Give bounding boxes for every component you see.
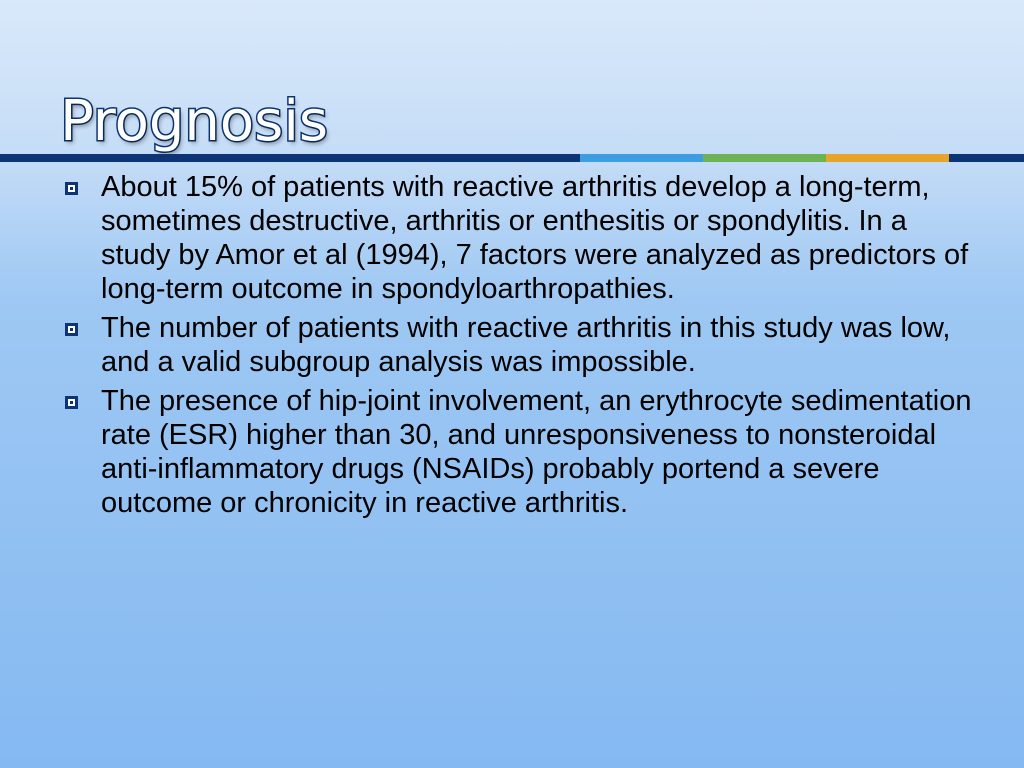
bullet-item — [60, 311, 980, 379]
divider-segment-gold — [826, 154, 949, 162]
divider-segment-navy — [0, 154, 580, 162]
divider-segment-green — [703, 154, 826, 162]
square-bullet-icon — [65, 323, 78, 336]
bullet-text: The number of patients with reactive arthritis in this study was low, and a valid subgroup analysis was impossible. — [101, 312, 951, 378]
title-divider — [0, 154, 1024, 162]
bullet-list — [60, 170, 980, 525]
square-bullet-icon — [65, 182, 78, 195]
bullet-text: About 15% of patients with reactive arthritis develop a long-term, sometimes destructive, arthritis or enthesitis or spondylitis. In a study by Amor et al (1994), 7 factors were analyzed as predictors of long-term outcome in spondyloarthropathies. — [101, 171, 969, 305]
square-bullet-icon — [65, 396, 78, 409]
divider-segment-navy-end — [949, 154, 1024, 162]
bullet-item — [60, 170, 980, 306]
divider-segment-blue — [580, 154, 703, 162]
bullet-item — [60, 384, 980, 520]
slide-title: Prognosis — [60, 88, 329, 154]
bullet-text: The presence of hip-joint involvement, an erythrocyte sedimentation rate (ESR) higher than 30, and unresponsiveness to nonsteroidal anti-inflammatory drugs (NSAIDs) probably portend a severe outcome or chronicity in reactive arthritis. — [101, 385, 972, 519]
